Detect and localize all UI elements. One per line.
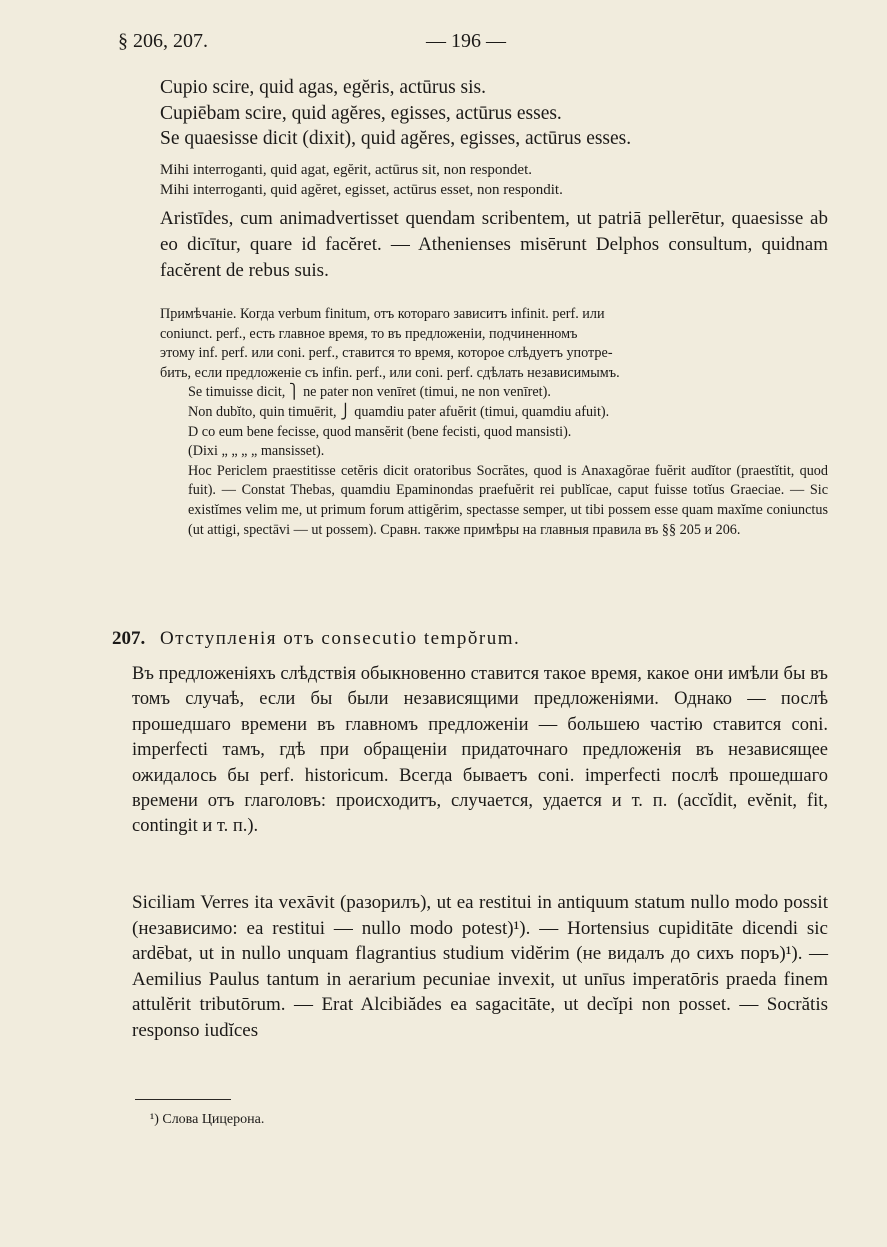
note-example-line: Non dubĭto, quin timuērit, ⎭ quamdiu pater afuĕrit (timui, quamdiu afuit).	[188, 403, 610, 420]
page-header	[118, 30, 818, 60]
note-closing: Hoc Periclem praestitisse cetĕris dicit oratoribus Socrătes, quod is Anaxagŏrae fuĕrit audĭtor (praestĭtit, quod fuit). — Constat Thebas, quamdiu Epaminondas praefuĕrit rei publĭcae, caput fuisse totĭus Graeciae. — Sic existĭmes velim me, ut primum forum attigĕrim, spectasse semper, ut tibi possem esse quam maxĭme coniunctus (ut attigi, spectāvi — ut possem). Сравн. также примѣры на главныя правила въ §§ 205 и 206.	[188, 462, 828, 538]
note-example-line: Se timuisse dicit, ⎫ ne pater non venīret (timui, ne non venīret).	[188, 384, 551, 401]
note-block	[160, 305, 828, 540]
note-line: бить, если предложеніе съ infin. perf., или coni. perf. сдѣлать независимымъ.	[160, 364, 620, 381]
example-line: Mihi interroganti, quid agat, egĕrit, actūrus sit, non respondet.	[160, 162, 532, 178]
example-line: Cupiēbam scire, quid agĕres, egisses, actūrus esses.	[160, 102, 562, 124]
section-number: 207.	[112, 628, 146, 649]
section-reference: § 206, 207.	[118, 30, 208, 52]
small-examples	[160, 160, 840, 200]
note-line: Примѣчаніе. Когда verbum finitum, отъ котораго зависитъ infinit. perf. или	[160, 306, 605, 322]
note-line: coniunct. perf., есть главное время, то въ предложеніи, подчиненномъ	[160, 325, 578, 342]
footnote-rule	[135, 1099, 231, 1100]
page-number: — 196 —	[426, 30, 506, 52]
section-207-body: Въ предложеніяхъ слѣдствія обыкновенно ставится такое время, какое они имѣли бы въ томъ случаѣ, если бы были независящими предложеніями. Однако — послѣ прошедшаго времени въ главномъ предложеніи — большею частію ставится coni. imperfecti тамъ, гдѣ при обращеніи придаточнаго предложенія въ независящее ожидалось бы perf. historicum. Всегда бываетъ coni. imperfecti послѣ прошедшаго времени отъ глаголовъ: происходитъ, случается, удается и т. п. (accĭdit, evĕnit, fit, contingit и т. п.).	[132, 664, 828, 837]
note-line: этому inf. perf. или coni. perf., ставится то время, которое слѣдуетъ употре-	[160, 345, 613, 362]
note-example-line: (Dixi „ „ „ „ mansisset).	[188, 443, 325, 460]
example-line: Mihi interroganti, quid agĕret, egisset, actūrus esset, non respondit.	[160, 182, 563, 198]
section-207-heading	[112, 628, 832, 650]
example-line: Cupio scire, quid agas, egĕris, actūrus sis.	[160, 77, 487, 98]
footnote: ¹) Слова Цицерона.	[150, 1112, 265, 1127]
note-example-line: D co eum bene fecisse, quod mansĕrit (bene fecisti, quod mansisti).	[188, 423, 572, 440]
section-title: Отступленія отъ consecutio tempŏrum.	[160, 628, 521, 649]
paragraph-aristides: Aristīdes, cum animadvertisset quendam scribentem, ut patriā pellerētur, quaesisse ab eo dicītur, quare id facĕret. — Athenienses misērunt Delphos consultum, quidnam facĕrent de rebus suis.	[160, 208, 828, 281]
section-207-examples: Siciliam Verres ita vexāvit (разорилъ), ut ea restitui in antiquum statum nullo modo possit (независимо: ea restitui — nullo modo potest)¹). — Hortensius cupiditāte dicendi sic ardēbat, ut in nullo unquam flagrantius studium vidĕrim (не видалъ до сихъ поръ)¹). — Aemilius Paulus tantum in aerarium pecuniae invexit, ut unīus imperatōris praeda finem attulĕrit tributōrum. — Erat Alcibiădes ea sagacitāte, ut decĭpi non posset. — Socrătis responso iudĭces	[132, 892, 828, 1041]
example-line: Se quaesisse dicit (dixit), quid agĕres, egisses, actūrus esses.	[160, 128, 632, 149]
main-examples	[160, 75, 840, 152]
